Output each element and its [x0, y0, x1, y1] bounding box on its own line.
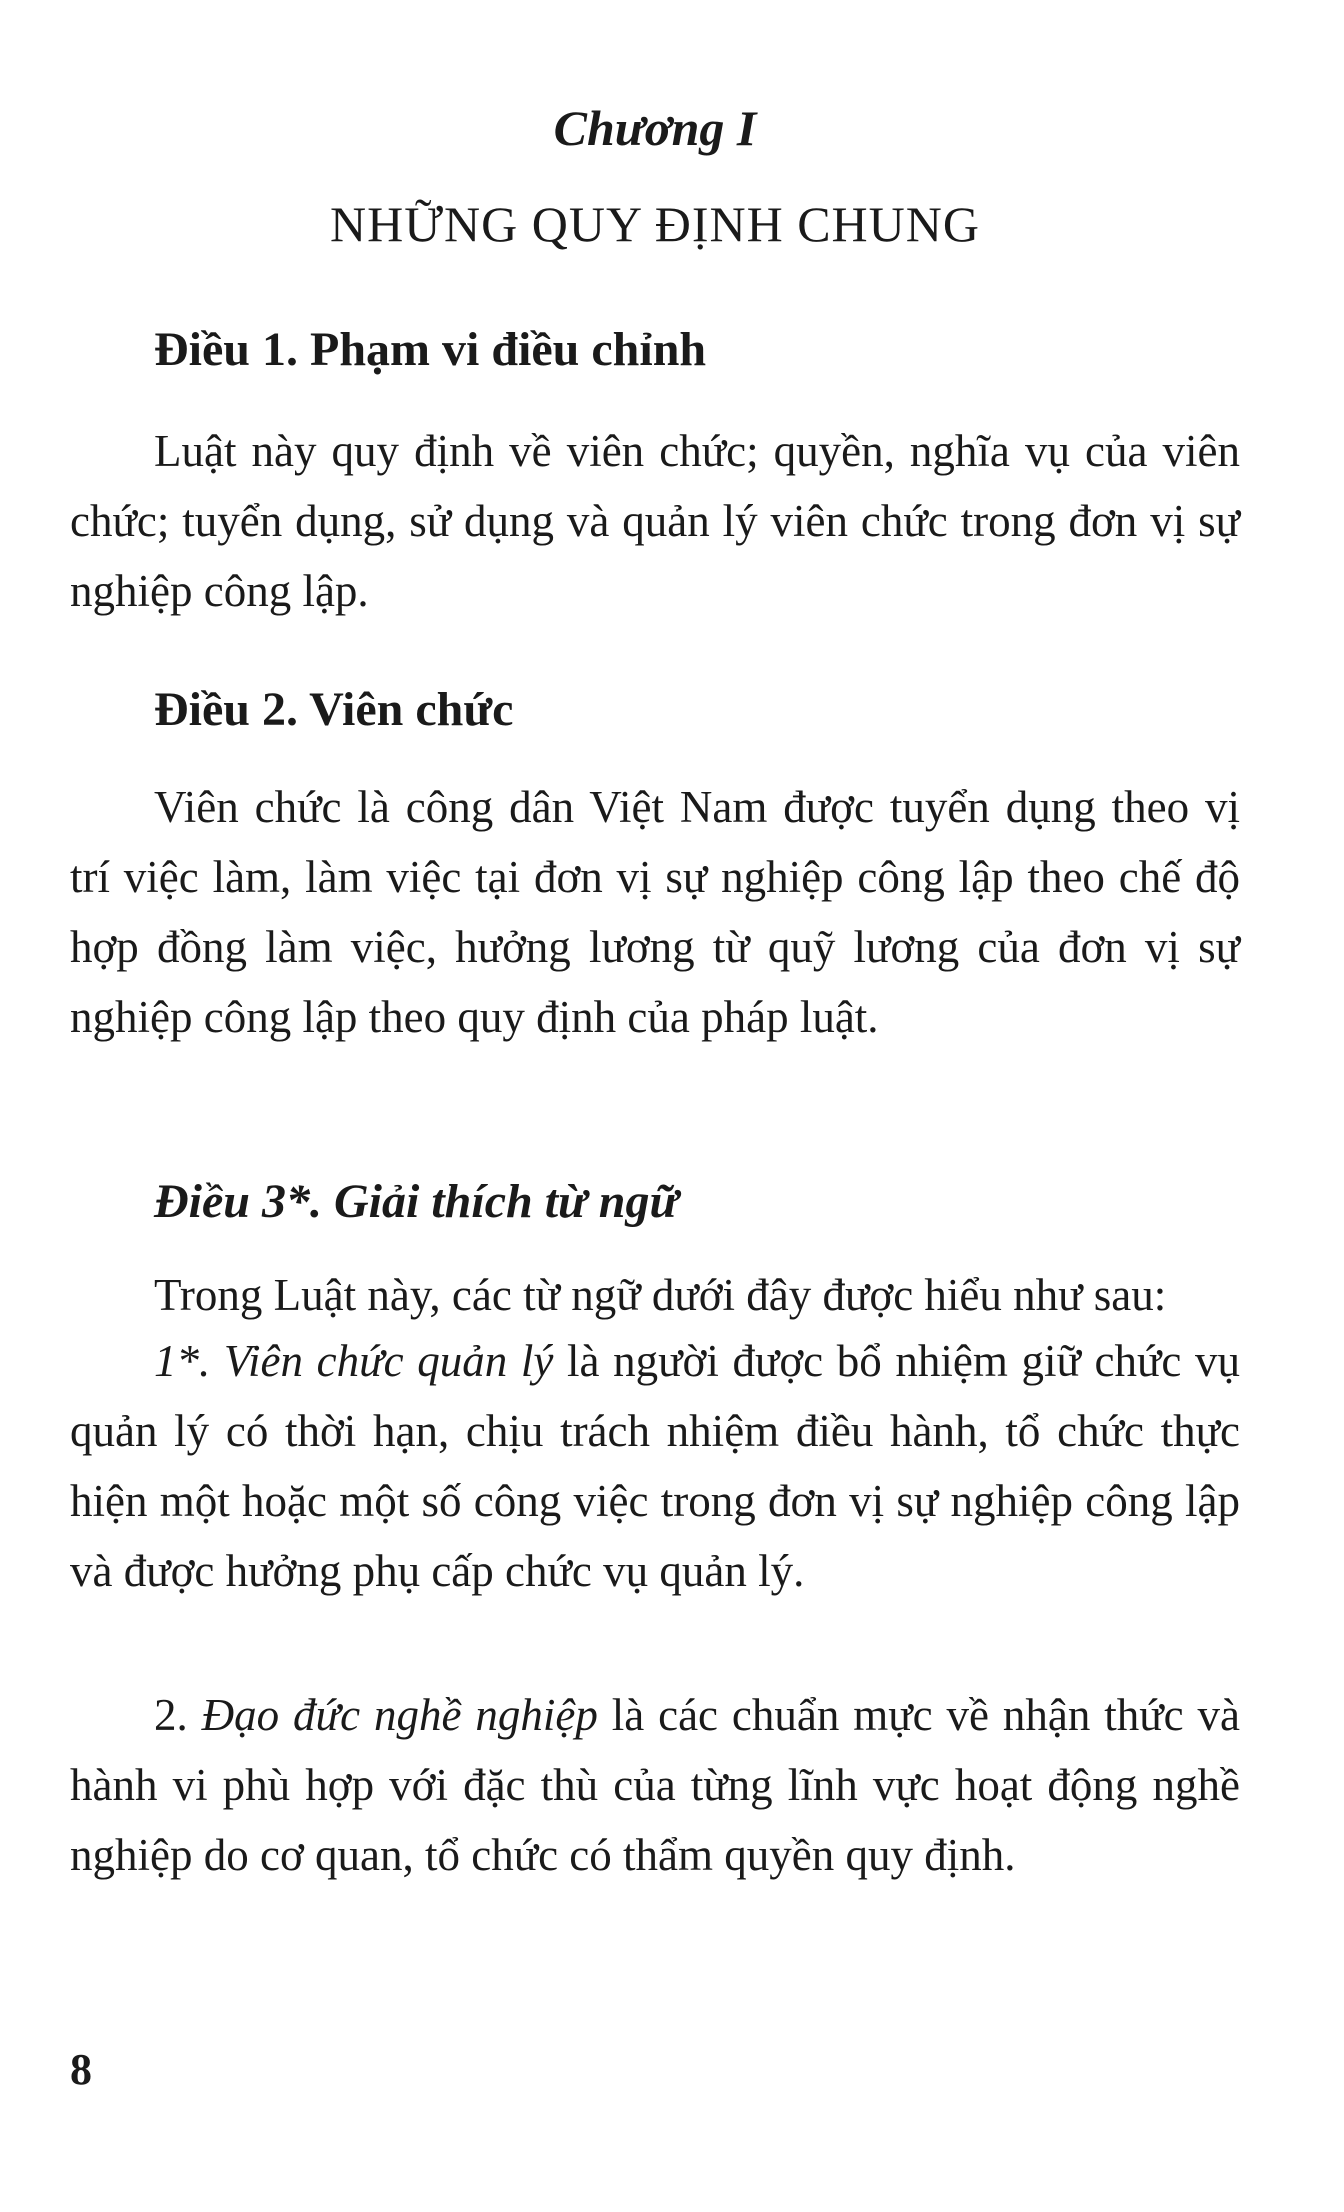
definition-1-number: 1*. — [154, 1336, 211, 1386]
definition-2-number: 2. — [154, 1690, 188, 1740]
page-number: 8 — [70, 2045, 92, 2094]
article-1-heading: Điều 1. Phạm vi điều chỉnh — [154, 323, 707, 376]
definition-item-2 — [70, 1680, 1240, 1890]
article-3-intro: Trong Luật này, các từ ngữ dưới đây được hiểu như sau: — [154, 1270, 1167, 1320]
part-title: NHỮNG QUY ĐỊNH CHUNG — [330, 196, 980, 252]
definition-1-text: là người được bổ nhiệm giữ chức vụ quản lý có thời hạn, chịu trách nhiệm điều hành, tổ chức thực hiện một hoặc một số công việc trong đơn vị sự nghiệp công lập và được hưởng phụ cấp chức vụ quản lý. — [70, 1336, 1241, 1596]
definition-1-term: Viên chức quản lý — [223, 1336, 554, 1386]
article-2-text: Viên chức là công dân Việt Nam được tuyển dụng theo vị trí việc làm, làm việc tại đơn vị sự nghiệp công lập theo chế độ hợp đồng làm việc, hưởng lương từ quỹ lương của đơn vị sự nghiệp công lập theo quy định của pháp luật. — [70, 782, 1240, 1042]
definition-item-1 — [70, 1326, 1240, 1606]
article-1-text: Luật này quy định về viên chức; quyền, nghĩa vụ của viên chức; tuyển dụng, sử dụng và quản lý viên chức trong đơn vị sự nghiệp công lập. — [70, 426, 1240, 616]
chapter-title: Chương I — [553, 100, 757, 156]
definition-2-text: là các chuẩn mực về nhận thức và hành vi phù hợp với đặc thù của từng lĩnh vực hoạt động nghề nghiệp do cơ quan, tổ chức có thẩm quyền quy định. — [70, 1690, 1241, 1880]
article-2-heading: Điều 2. Viên chức — [154, 683, 514, 736]
article-3-heading: Điều 3*. Giải thích từ ngữ — [154, 1175, 679, 1228]
definition-2-term: Đạo đức nghề nghiệp — [201, 1690, 598, 1740]
